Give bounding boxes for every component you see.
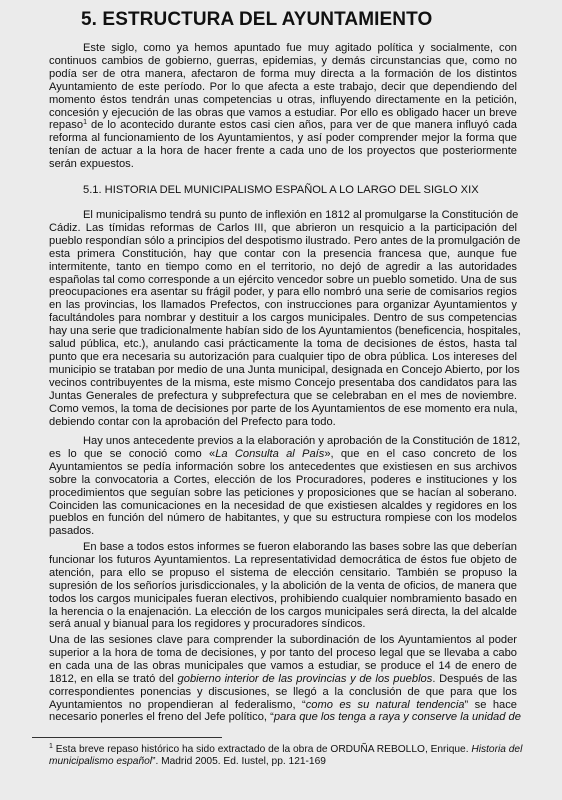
- text-line: sobre la convocatoria a Cortes, elección de los Procuradores, poderes e instituciones y los: [49, 473, 517, 486]
- italic-quote: para que los tenga a raya y conserve la unidad de: [273, 711, 521, 724]
- text-line: continuos cambios de gobierno, guerras, epidemias, y demás circunstancias que, como no: [49, 54, 517, 67]
- text-fragment: », que en el caso concreto de los: [324, 447, 517, 460]
- text-fragment: de lo acontecido durante estos casi cien años, para ver de que manera influyó cada: [86, 119, 517, 132]
- paragraph-consulta: [49, 435, 521, 538]
- text-line: superior a la hora de toma de decisiones, y por tanto del proceso legal que se llevaba a cabo: [49, 646, 517, 659]
- text-line: concesión y ejecución de las obras que vamos a estudiar. Por ello es obligado hacer un breve: [49, 106, 517, 119]
- subsection-heading: 5.1. HISTORIA DEL MUNICIPALISMO ESPAÑOL A LO LARGO DEL SIGLO XIX: [83, 184, 479, 196]
- text-line: vecinos contribuyentes de la misma, este mismo Concejo presentaba dos candidatos para las: [49, 376, 517, 389]
- footnote-line: [49, 756, 517, 768]
- text-line: [49, 673, 517, 686]
- italic-title: La Consulta al País: [215, 447, 325, 460]
- section-heading: 5. ESTRUCTURA DEL AYUNTAMIENTO: [81, 9, 433, 30]
- text-line: [49, 711, 521, 724]
- italic-title: gobierno interior de las provincias y de los pueblos: [177, 672, 433, 685]
- footnote-marker: 1: [49, 743, 53, 750]
- text-line: Juntas Generales de prefectura y subprefectura que se celebraban en el mes de noviembre.: [49, 389, 517, 402]
- footnote: [49, 743, 523, 768]
- italic-title: municipalismo español: [49, 756, 153, 768]
- footnote-line: [49, 743, 523, 756]
- text-line: la herencia o la enajenación. La elección de los cargos municipales será directa, la del alcalde: [49, 605, 517, 618]
- text-line: debiendo contar con la aprobación del Prefecto para todo.: [49, 415, 336, 428]
- text-line: [49, 119, 517, 132]
- text-line: Hay unos antecedente previos a la elaboración y aprobación de la Constitución de 1812,: [83, 435, 521, 447]
- text-line: punto que era necesaria su autorización para cualquier tipo de obra pública. Los intereses del: [49, 350, 517, 363]
- text-line: [49, 699, 517, 712]
- text-line: pasados.: [49, 525, 95, 538]
- text-fragment: repaso: [49, 119, 84, 132]
- text-line: reforma al funcionamiento de los Ayuntamientos, y así poder comprender mejor la forma que: [49, 132, 517, 145]
- text-line: El municipalismo tendrá su punto de inflexión en 1812 al promulgarse la Constitución de: [83, 209, 519, 221]
- text-line: En base a todos estos informes se fueron elaborando las bases sobre las que deberían: [83, 541, 517, 553]
- text-line: Una de las sesiones clave para comprender la subordinación de los Ayuntamientos al poder: [49, 634, 517, 646]
- text-fragment: Ayuntamientos no propendieran al federalismo, “: [49, 698, 306, 711]
- text-line: preocupaciones era asentar su frágil poder, y para ello nombró una serie de comisarios regios: [49, 286, 517, 299]
- text-fragment: necesario ponerles el freno del Jefe político, “: [49, 711, 274, 724]
- text-fragment: ” se hace: [464, 698, 517, 711]
- text-line: pueblo respondían sólo a principios del despotismo ilustrado. Pero antes de la promulgación de: [49, 234, 521, 247]
- text-line: en las provincias, los llamados Prefectos, con instrucciones para organizar Ayuntamientos y: [49, 299, 517, 312]
- text-fragment: Esta breve repaso histórico ha sido extractado de la obra de ORDUÑA REBOLLO, Enrique.: [52, 744, 472, 755]
- text-line: correspondientes ponencias y discusiones, se llegó a la conclusión de que para que los: [49, 685, 517, 698]
- text-line: Coinciden las comunicaciones en la necesidad de que existiesen alcaldes y regidores en los: [49, 499, 517, 512]
- text-line: Este siglo, como ya hemos apuntado fue muy agitado política y socialmente, con: [83, 42, 517, 54]
- text-line: atención, para ello se propuso el sistema de elección censitario. También se propuso la: [49, 566, 517, 579]
- text-fragment: 1812, en ella se trató del: [49, 672, 178, 685]
- italic-title: Historia del: [471, 744, 523, 755]
- text-line: todos los cargos municipales fueran electivos, prohibiendo cualquier nombramiento basado en: [49, 592, 517, 605]
- text-line: momento éstos tendrán unas competencias u otras, influyendo directamente en la petición,: [49, 93, 517, 106]
- text-line: intermitente, tanto en tiempo como en el territorio, no dejó de agredir a las autoridades: [49, 260, 517, 273]
- text-fragment: . Después de las: [432, 672, 518, 685]
- text-fragment: ”. Madrid 2005. Ed. Iustel, pp. 121-169: [152, 756, 326, 768]
- footnote-reference: 1: [83, 119, 87, 127]
- text-line: serán expuestos.: [49, 158, 134, 171]
- text-line: municipio se trataban por medio de una Junta municipal, designada en Concejo Abierto, por los: [49, 363, 520, 376]
- text-line: funcionar los futuros Ayuntamientos. La representatividad democrática de éstos fue objeto de: [49, 553, 517, 566]
- italic-quote: como es su natural tendencia: [305, 698, 465, 711]
- text-line: salud pública, etc.), anulando casi prácticamente la toma de decisiones de éstos, hasta tal: [49, 338, 517, 351]
- footnote-separator: [32, 737, 222, 738]
- paragraph-municipalismo: [49, 209, 521, 428]
- text-line: esta primera Constitución, hay que contar con la presencia francesa que, aunque fue: [49, 247, 517, 260]
- paragraph-sesiones: [49, 634, 521, 724]
- text-line: Ayuntamientos se pedía información sobre los antecedentes que existiesen en sus archivos: [49, 460, 517, 473]
- text-line: Cádiz. Las tímidas reformas de Carlos III, que abrieron un resquicio a la participación del: [49, 221, 517, 234]
- text-line: hay una serie que tradicionalmente habían sido de los Ayuntamientos (beneficencia, hospitales,: [49, 325, 521, 338]
- text-line: podía ser de otra manera, afectaron de forma muy directa a la formación de los distintos: [49, 67, 517, 80]
- intro-paragraph: [49, 42, 517, 171]
- text-line: en cada una de las obras municipales que vamos a estudiar, se produce el 14 de enero de: [49, 659, 517, 672]
- text-line: supresión de los señoríos jurisdiccionales, y la abolición de la venta de oficios, de manera que: [49, 579, 517, 592]
- text-line: [49, 448, 517, 461]
- text-line: facultándoles para nombrar y destituir a los cargos municipales. Dentro de sus competencias: [49, 312, 517, 325]
- text-line: tenían de actuar a la hora de hacer frente a cada uno de los proyectos que posteriormente: [49, 145, 517, 158]
- text-line: procedimientos que seguían sobre las peticiones y proposiciones que se hacían al soberano.: [49, 486, 517, 499]
- paragraph-bases: [49, 541, 517, 631]
- text-line: españolas tal como corresponde a un ejército vencedor sobre un pueblo sometido. Una de sus: [49, 273, 517, 286]
- text-fragment: es lo que se conoció como «: [49, 447, 216, 460]
- text-line: Ayuntamiento de este período. Por lo que afecta a este trabajo, decir que dependiendo del: [49, 80, 517, 93]
- text-line: Como vemos, la toma de decisiones por parte de los Ayuntamientos de ese momento era nula,: [49, 402, 518, 415]
- text-line: será anual y bianual para los regidores y procuradores síndicos.: [49, 618, 366, 631]
- text-line: pueblos en función del número de habitantes, y que su estructura rompiese con los modelos: [49, 512, 517, 525]
